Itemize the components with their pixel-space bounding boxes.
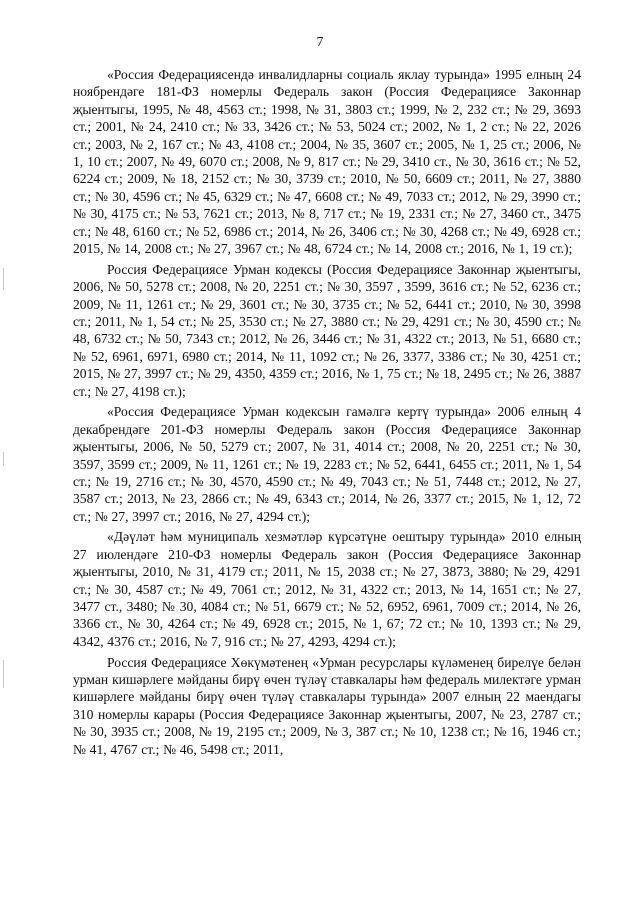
paragraph-forest-code: Россия Федерациясе Урман кодексы (Россия Федерациясе Законнар җыентыгы, 2006, № 50, 5278 ст.; 2008, № 20, 2251 ст.; № 30, 3597 , 3599, 3616 ст.; № 52, 6236 ст.; 2009, № 11, 1261 ст.; № 29, 3601 ст.; № 30, 3735 ст.; № 52, 6441 ст.; 2010, № 30, 3998 ст.; 2011, № 1, 54 ст.; № 25, 3530 ст.; № 27, 3880 ст.; № 29, 4291 ст.; № 30, 4590 ст.; № 48, 6732 ст.; № 50, 7343 ст.; 2012, № 26, 3446 ст.; № 31, 4322 ст.; 2013, № 51, 6680 ст.; № 52, 6961, 6971, 6980 ст.; 2014, № 11, 1092 ст.; № 26, 3377, 3386 ст.; № 30, 4251 ст.; 2015, № 27, 3997 ст.; № 29, 4350, 4359 ст.; 2016, № 1, 75 ст.; № 18, 2495 ст.; № 26, 3887 ст.; № 27, 4198 ст.); xyxy=(73,261,581,399)
scan-edge-mark xyxy=(3,660,4,688)
paragraph-forest-code-enactment: «Россия Федерациясе Урман кодексын гамәлгә кертү турында» 2006 елның 4 декабрендәге 201-ФЗ номерлы Федераль закон (Россия Федерациясе Законнар җыентыгы, 2006, № 50, 5279 ст.; 2007, № 31, 4014 ст.; 2008, № 20, 2251 ст.; № 30, 3597, 3599 ст.; 2009, № 11, 1261 ст.; № 19, 2283 ст.; № 52, 6441, 6455 ст.; 2011, № 1, 54 ст.; № 19, 2716 ст.; № 30, 4570, 4590 ст.; № 49, 7043 ст.; № 51, 7448 ст.; 2012, № 27, 3587 ст.; 2013, № 23, 2866 ст.; № 49, 6343 ст.; 2014, № 26, 3377 ст.; 2015, № 1, 12, 72 ст.; № 27, 3997 ст.; 2016, № 27, 4294 ст.); xyxy=(73,404,581,524)
page-number: 7 xyxy=(316,34,324,49)
paragraph-disability-law: «Россия Федерациясендә инвалидларны социаль яклау турында» 1995 елның 24 ноябрендәге 181-ФЗ номерлы Федераль закон (Россия Федерациясе Законнар җыентыгы, 1995, № 48, 4563 ст.; 1998, № 31, 3803 ст.; 1999, № 2, 232 ст.; № 29, 3693 ст.; 2001, № 24, 2410 ст.; № 33, 3426 ст.; № 53, 5024 ст.; 2002, № 1, 2 ст.; № 22, 2026 ст.; 2003, № 2, 167 ст.; № 43, 4108 ст.; 2004, № 35, 3607 ст.; 2005, № 1, 25 ст.; 2006, № 1, 10 ст.; 2007, № 49, 6070 ст.; 2008, № 9, 817 ст.; № 29, 3410 ст., № 30, 3616 ст.; № 52, 6224 ст.; 2009, № 18, 2152 ст.; № 30, 3739 ст.; 2010, № 50, 6609 ст.; 2011, № 27, 3880 ст.; № 30, 4596 ст.; № 45, 6329 ст.; № 47, 6608 ст.; № 49, 7033 ст.; 2012, № 29, 3990 ст.; № 30, 4175 ст.; № 53, 7621 ст.; 2013, № 8, 717 ст.; № 19, 2331 ст.; № 27, 3460 ст., 3475 ст.; № 48, 6160 ст.; № 52, 6986 ст.; 2014, № 26, 3406 ст.; № 30, 4268 ст.; № 49, 6928 ст.; 2015, № 14, 2008 ст.; № 27, 3967 ст.; № 48, 6724 ст.; № 14, 2008 ст.; 2016, № 1, 19 ст.); xyxy=(73,67,581,257)
scan-edge-mark xyxy=(3,452,4,466)
paragraph-public-services-law: «Дәүләт һәм муниципаль хезмәтләр күрсәтүне оештыру турында» 2010 елның 27 июлендәге 210-ФЗ номерлы Федераль закон (Россия Федерациясе Законнар җыентыгы, 2010, № 31, 4179 ст.; 2011, № 15, 2038 ст.; № 27, 3873, 3880; № 29, 4291 ст.; № 30, 4587 ст.; № 49, 7061 ст.; 2012, № 31, 4322 ст.; 2013, № 14, 1651 ст.; № 27, 3477 ст., 3480; № 30, 4084 ст.; № 51, 6679 ст.; № 52, 6952, 6961, 7009 ст.; 2014, № 26, 3366 ст., № 30, 4264 ст.; № 49, 6928 ст.; 2015, № 1, 67; 72 ст.; № 10, 1393 ст.; № 29, 4342, 4376 ст.; 2016, № 7, 916 ст.; № 27, 4293, 4294 ст.); xyxy=(73,529,581,649)
scan-edge-mark xyxy=(3,268,4,290)
paragraph-government-resolution: Россия Федерациясе Хөкүмәтенең «Урман ресурслары күләменең бирелүе белән урман кишәрлеге мәйданы бирү өчен түләү ставкалары һәм федераль милектәге урман кишәрлеге мәйданы бирү өчен түләү ставкалары турында» 2007 елның 22 маендагы 310 номерлы карары (Россия Федерациясе Законнар җыентыгы, 2007, № 23, 2787 ст.; № 30, 3935 ст.; 2008, № 19, 2195 ст.; 2009, № 3, 387 ст.; № 10, 1238 ст.; № 16, 1946 ст.; № 41, 4767 ст.; № 46, 5498 ст.; 2011, xyxy=(73,654,581,757)
document-body xyxy=(73,66,581,758)
